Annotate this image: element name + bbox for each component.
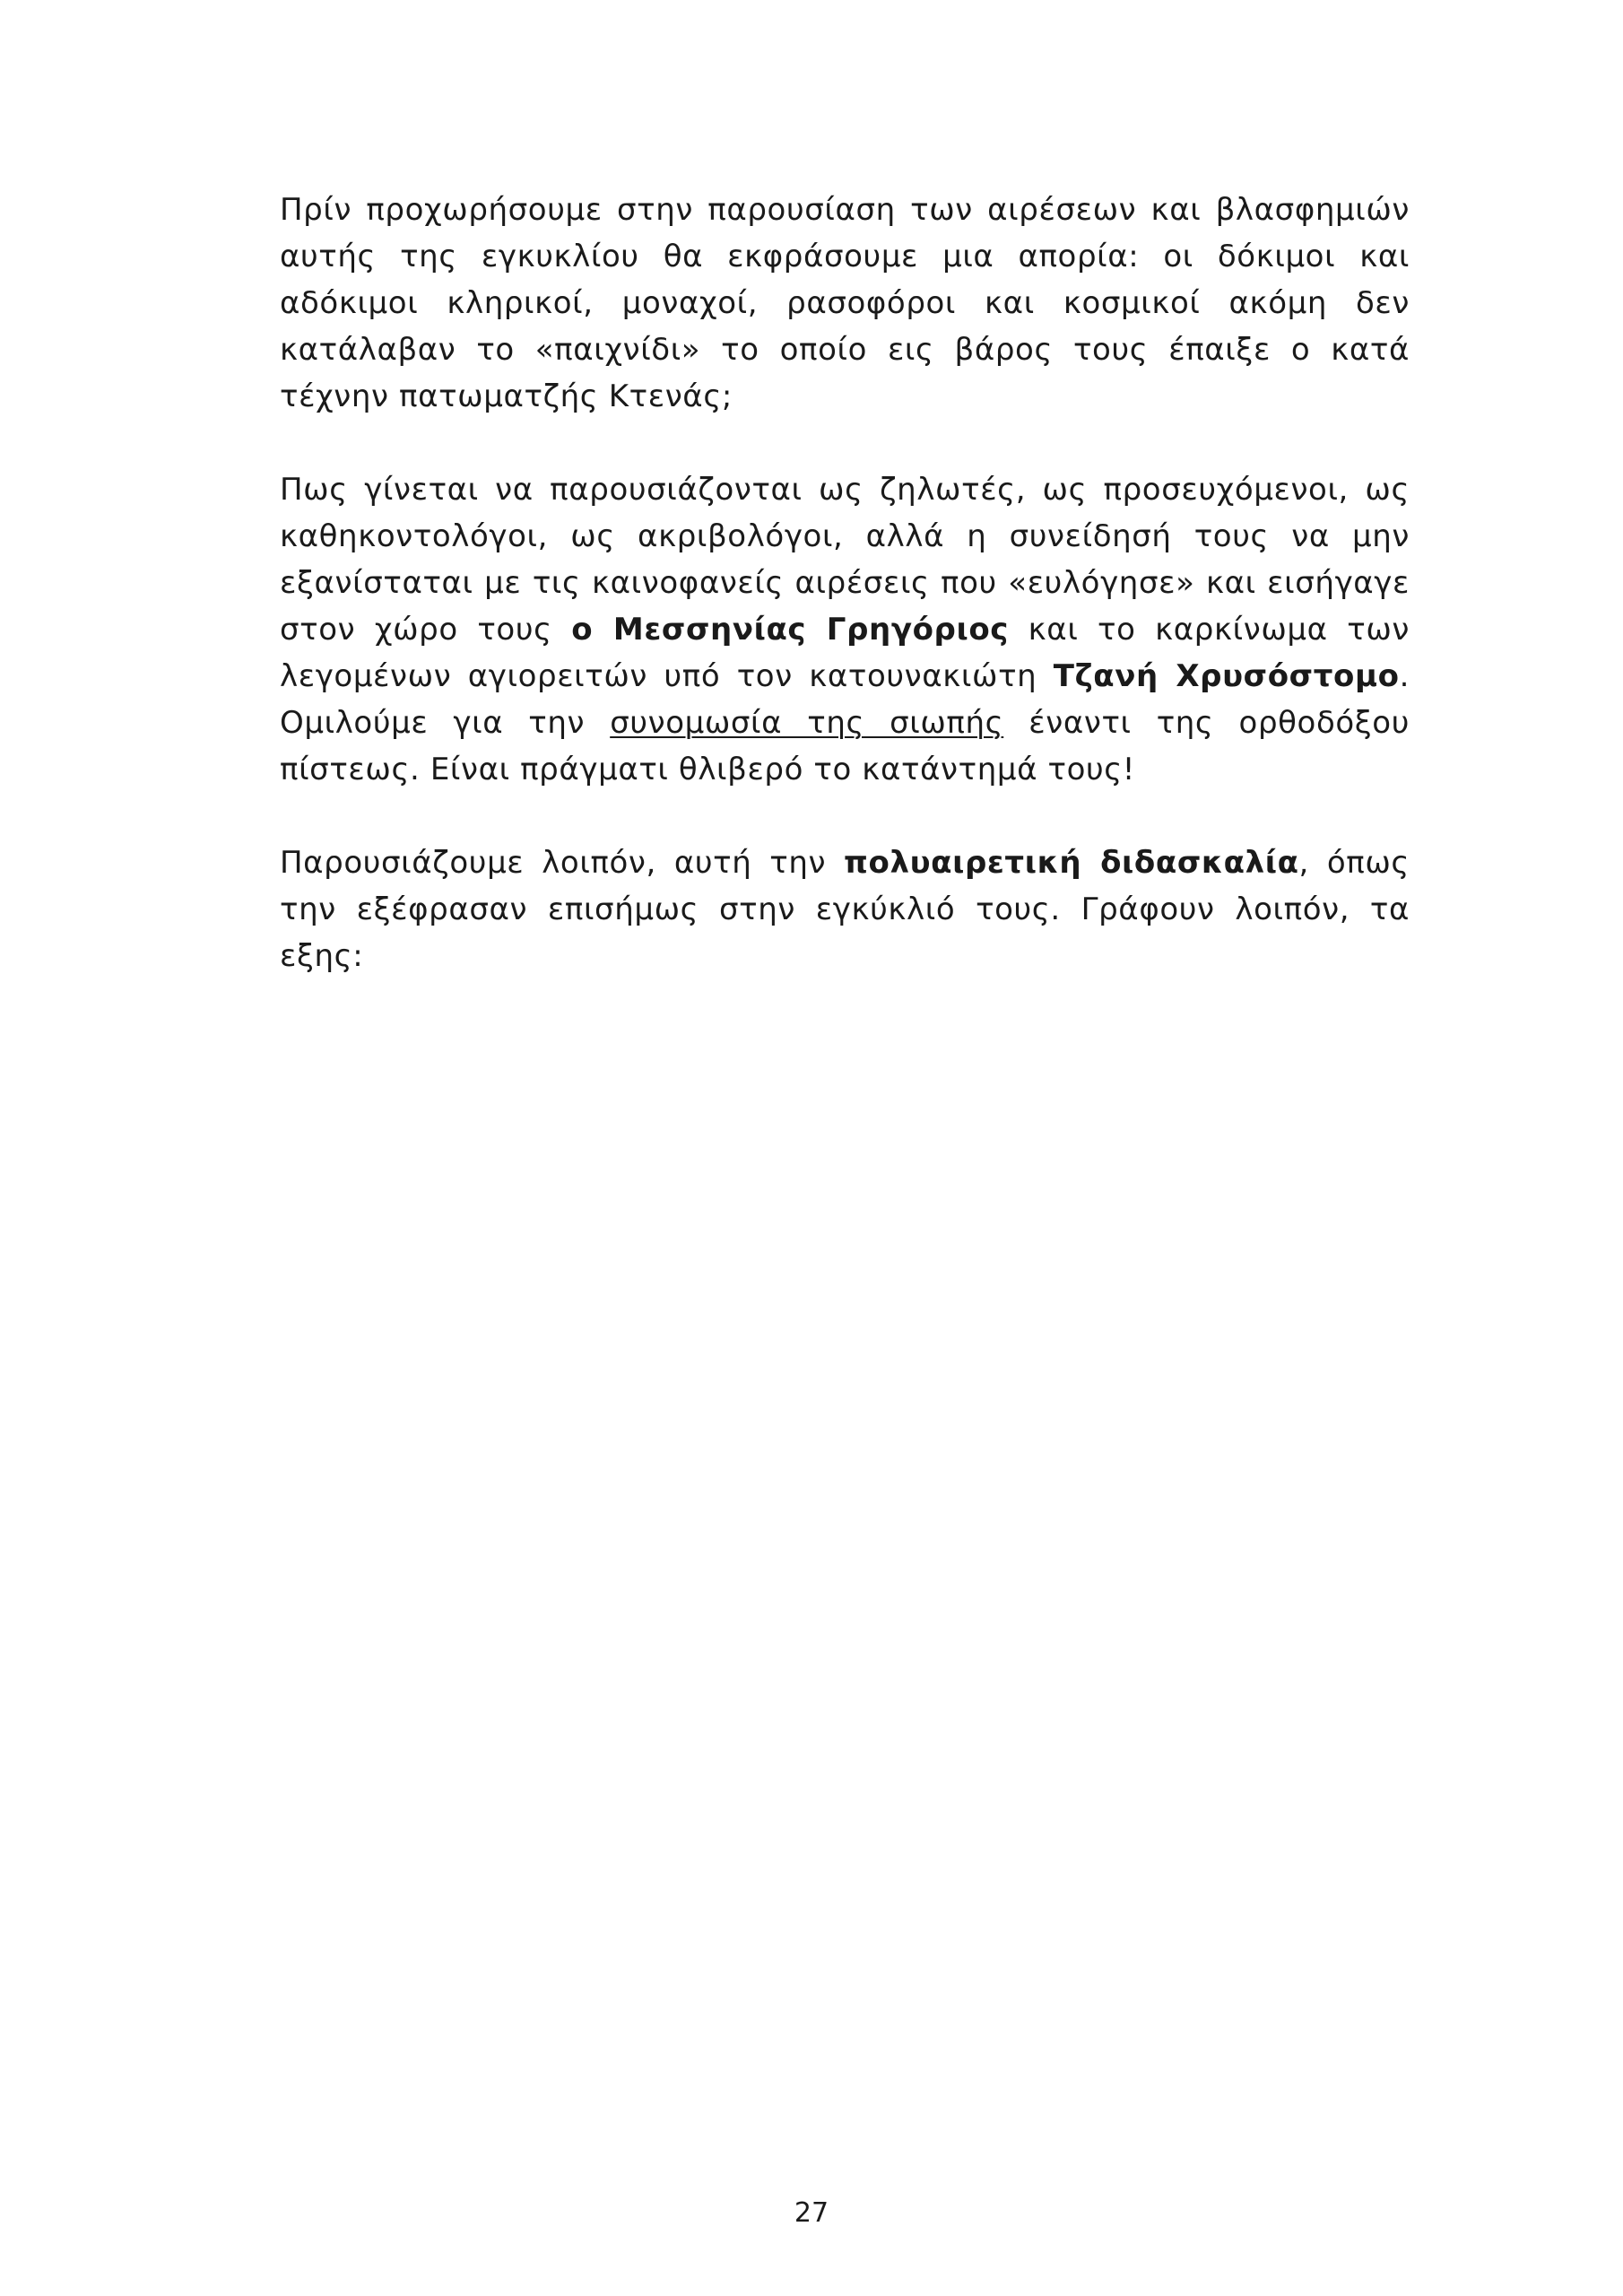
- body-text: [280, 187, 1410, 979]
- paragraph-2-text-d: έναντι της ορθοδόξου πίστεως. Είναι πράγματι θλιβερό το κατάντημά τους!: [280, 705, 1410, 787]
- bold-name-tzanis: Τζανή Χρυσόστομο: [1053, 658, 1400, 694]
- paragraph-2: [280, 466, 1410, 793]
- paragraph-2-text-a: Πως γίνεται να παρουσιάζονται ως ζηλωτές, ως προσευχόμενοι, ως καθηκοντολόγοι, ως ακριβολόγοι, αλλά η συνείδησή τους να μην εξανίσταται με τις καινοφανείς αιρέσεις που «ευλόγησε» και εισήγαγε στον χώρο τους: [280, 472, 1410, 648]
- paragraph-3: [280, 839, 1410, 979]
- paragraph-2-text-b: και το καρκίνωμα των λεγομένων αγιορειτών υπό τον κατουνακιώτη: [280, 612, 1410, 694]
- bold-name-messinias: ο Μεσσηνίας Γρηγόριος: [571, 612, 1010, 648]
- paragraph-2-text-c: . Ομιλούμε για την: [280, 658, 1410, 741]
- page-number: 27: [794, 2197, 829, 2229]
- underlined-phrase: συνομωσία της σιωπής: [610, 705, 1004, 741]
- bold-phrase-teaching: πολυαιρετική διδασκαλία: [844, 845, 1299, 881]
- paragraph-3-text-a: Παρουσιάζουμε λοιπόν, αυτή την: [280, 845, 845, 881]
- paragraph-3-text-b: , όπως την εξέφρασαν επισήμως στην εγκύκλιό τους. Γράφουν λοιπόν, τα εξης:: [280, 845, 1410, 974]
- paragraph-1-text: Πρίν προχωρήσουμε στην παρουσίαση των αιρέσεων και βλασφημιών αυτής της εγκυκλίου θα εκφράσουμε μια απορία: οι δόκιμοι και αδόκιμοι κληρικοί, μοναχοί, ρασοφόροι και κοσμικοί ακόμη δεν κατάλαβαν το «παιχνίδι» το οποίο εις βάρος τους έπαιξε ο κατά τέχνην πατωματζής Κτενάς;: [280, 192, 1410, 414]
- paragraph-1: [280, 187, 1410, 420]
